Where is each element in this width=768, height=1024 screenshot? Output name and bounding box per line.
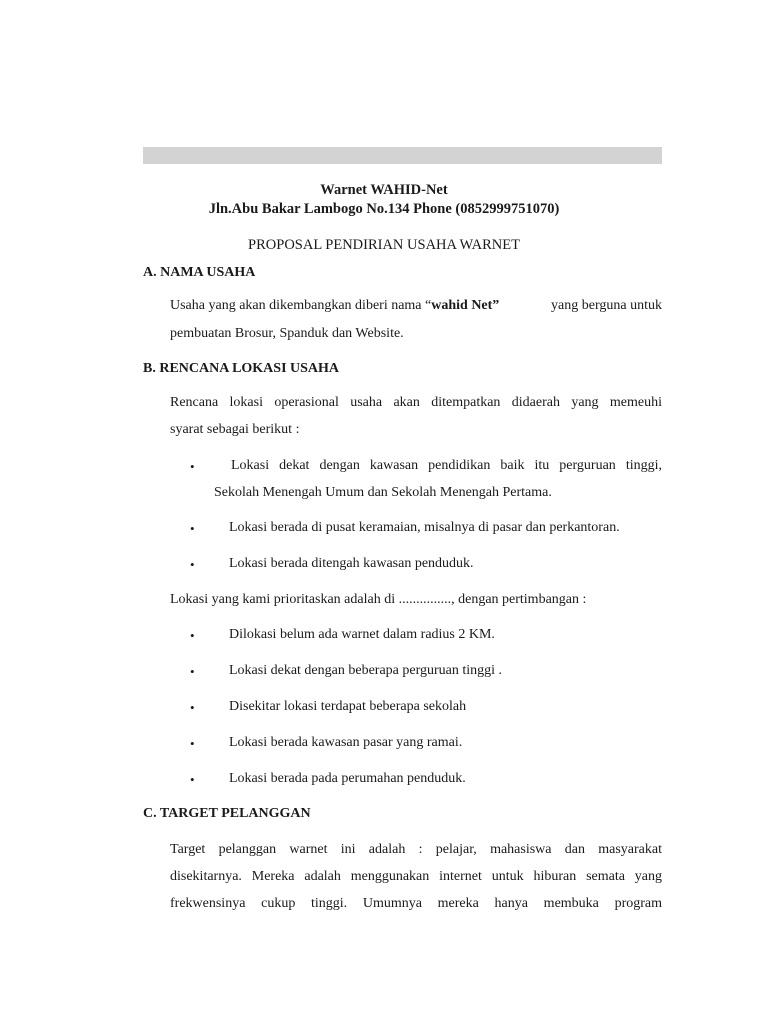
bullet-icon: • [190,521,195,536]
section-b-intro-line-1: Rencana lokasi operasional usaha akan ditempatkan didaerah yang memeuhi [170,395,662,410]
requirement-item-1-line-1: Lokasi dekat dengan kawasan pendidikan baik itu perguruan tinggi, [231,458,662,473]
section-b-heading: B. RENCANA LOKASI USAHA [143,361,340,376]
consideration-item-1: Dilokasi belum ada warnet dalam radius 2 KM. [229,627,495,642]
header-shaded-bar [143,147,662,164]
section-c-line-2: disekitarnya. Mereka adalah menggunakan internet untuk hiburan semata yang [170,869,662,884]
section-c-heading: C. TARGET PELANGGAN [143,806,311,821]
bullet-icon: • [190,772,195,787]
requirement-item-1-line-2: Sekolah Menengah Umum dan Sekolah Menengah Pertama. [214,485,552,500]
requirement-item-2: Lokasi berada di pusat keramaian, misalnya di pasar dan perkantoran. [229,520,620,535]
section-a-text-post: yang berguna untuk [551,298,662,313]
section-c-line-1: Target pelanggan warnet ini adalah : pelajar, mahasiswa dan masyarakat [170,842,662,857]
bullet-icon: • [190,459,195,474]
business-name: wahid Net” [431,298,500,313]
section-c-line-3: frekwensinya cukup tinggi. Umumnya mereka hanya membuka program [170,896,662,911]
consideration-item-3: Disekitar lokasi terdapat beberapa sekolah [229,699,467,714]
company-address: Jln.Abu Bakar Lambogo No.134 Phone (0852999751070) [208,201,560,217]
bullet-icon: • [190,736,195,751]
consideration-item-5: Lokasi berada pada perumahan penduduk. [229,771,466,786]
priority-line: Lokasi yang kami prioritaskan adalah di ..............., dengan pertimbangan : [170,592,587,607]
bullet-icon: • [190,557,195,572]
section-a-line-1 [170,298,662,314]
company-name: Warnet WAHID-Net [320,182,448,198]
consideration-item-2: Lokasi dekat dengan beberapa perguruan tinggi . [229,663,503,678]
section-a-line-2: pembuatan Brosur, Spanduk dan Website. [170,326,404,341]
document-title: PROPOSAL PENDIRIAN USAHA WARNET [248,237,520,253]
section-a-heading: A. NAMA USAHA [143,265,256,280]
bullet-icon: • [190,628,195,643]
section-a-text-pre: Usaha yang akan dikembangkan diberi nama “ [170,298,432,313]
consideration-item-4: Lokasi berada kawasan pasar yang ramai. [229,735,463,750]
requirement-item-3: Lokasi berada ditengah kawasan penduduk. [229,556,474,571]
section-b-intro-line-2: syarat sebagai berikut : [170,422,300,437]
bullet-icon: • [190,700,195,715]
bullet-icon: • [190,664,195,679]
